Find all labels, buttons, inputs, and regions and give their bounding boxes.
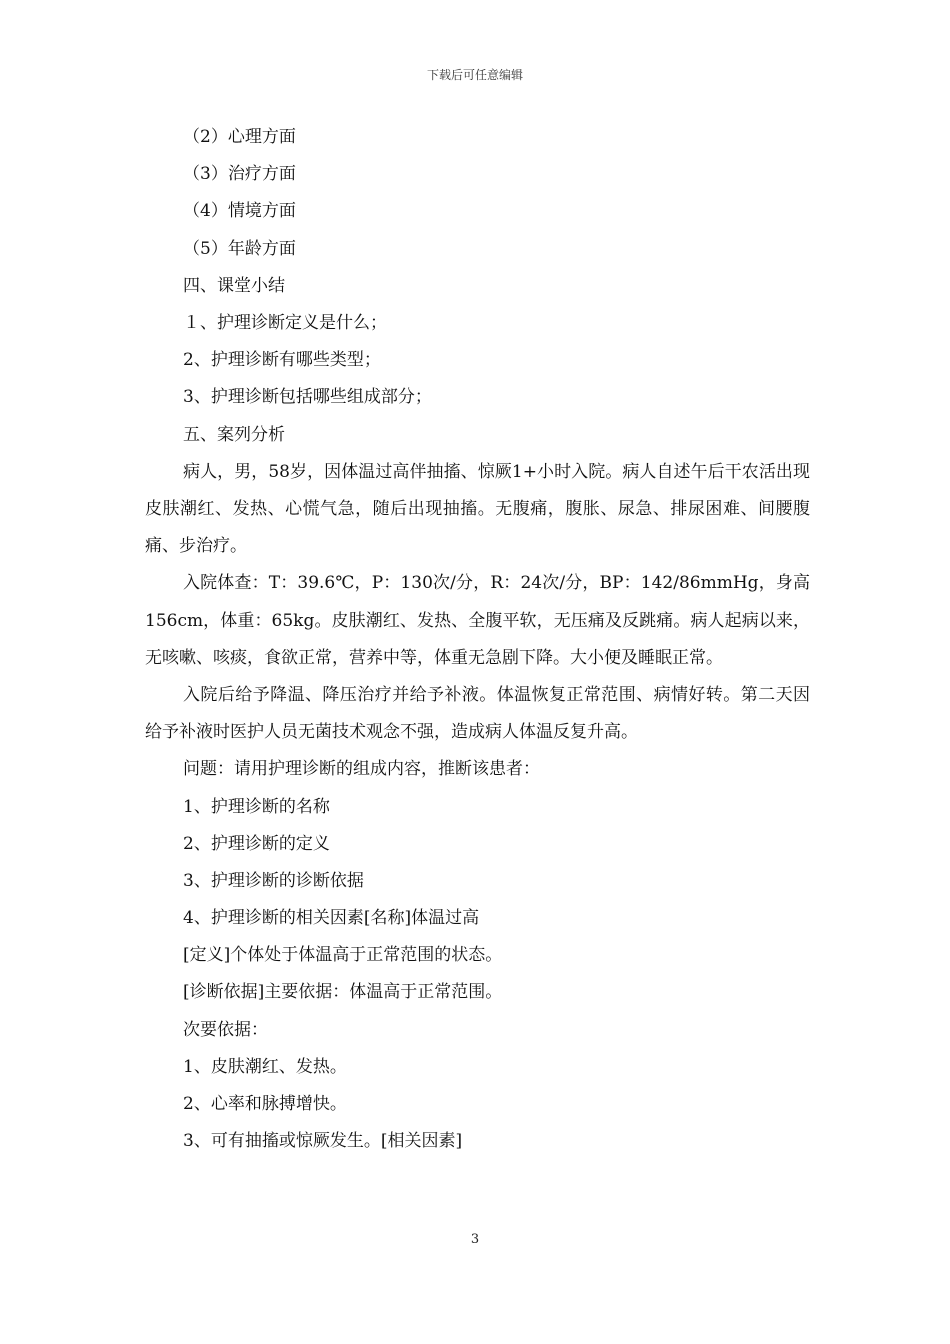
case-paragraph-exam: 入院体查：T：39.6℃，P：130次/分，R：24次/分，BP：142/86mmHg，身高156cm，体重：65kg。皮肤潮红、发热、全腹平软，无压痛及反跳痛。病人起病以来，无咳嗽、咳痰，食欲正常，营养中等，体重无急剧下降。大小便及睡眠正常。 <box>145 573 810 668</box>
summary-item-3: 3、护理诊断包括哪些组成部分； <box>183 387 432 408</box>
list-item-treatment: （3）治疗方面 <box>183 164 296 185</box>
secondary-basis-heading: 次要依据： <box>183 1019 268 1040</box>
question-item-4: 4、护理诊断的相关因素[名称]体温过高 <box>183 908 480 929</box>
list-item-psychological: （2）心理方面 <box>183 127 296 147</box>
diagnostic-basis-line: [诊断依据]主要依据：体温高于正常范围。 <box>183 982 503 1003</box>
secondary-basis-item-1: 1、皮肤潮红、发热。 <box>183 1056 347 1077</box>
section-heading-case-analysis: 五、案列分析 <box>183 424 285 445</box>
question-item-2: 2、护理诊断的定义 <box>183 833 330 854</box>
case-paragraph-history: 病人，男，58岁，因体温过高伴抽搐、惊厥1+小时入院。病人自述午后干农活出现皮肤潮红、发热、心慌气急，随后出现抽搐。无腹痛，腹胀、尿急、排尿困难、间腰腹痛、步治疗。 <box>145 461 810 557</box>
question-line: 问题：请用护理诊断的组成内容，推断该患者： <box>183 759 540 780</box>
question-item-1: 1、护理诊断的名称 <box>183 796 330 817</box>
question-item-3: 3、护理诊断的诊断依据 <box>183 870 364 891</box>
section-heading-summary: 四、课堂小结 <box>183 275 285 296</box>
secondary-basis-item-3: 3、可有抽搐或惊厥发生。[相关因素] <box>183 1131 463 1152</box>
document-body <box>145 119 810 1160</box>
summary-item-2: 2、护理诊断有哪些类型； <box>183 350 381 371</box>
case-paragraph-treatment: 入院后给予降温、降压治疗并给予补液。体温恢复正常范围、病情好转。第二天因给予补液时医护人员无菌技术观念不强，造成病人体温反复升高。 <box>145 684 810 743</box>
list-item-situation: （4）情境方面 <box>183 201 296 222</box>
secondary-basis-item-2: 2、心率和脉搏增快。 <box>183 1094 347 1114</box>
summary-item-1: １、护理诊断定义是什么； <box>183 312 387 333</box>
list-item-age: （5）年龄方面 <box>183 238 296 259</box>
definition-line: [定义]个体处于体温高于正常范围的状态。 <box>183 945 503 966</box>
page-number: 3 <box>470 1232 480 1247</box>
page-header: 下载后可任意编辑 <box>426 68 523 82</box>
